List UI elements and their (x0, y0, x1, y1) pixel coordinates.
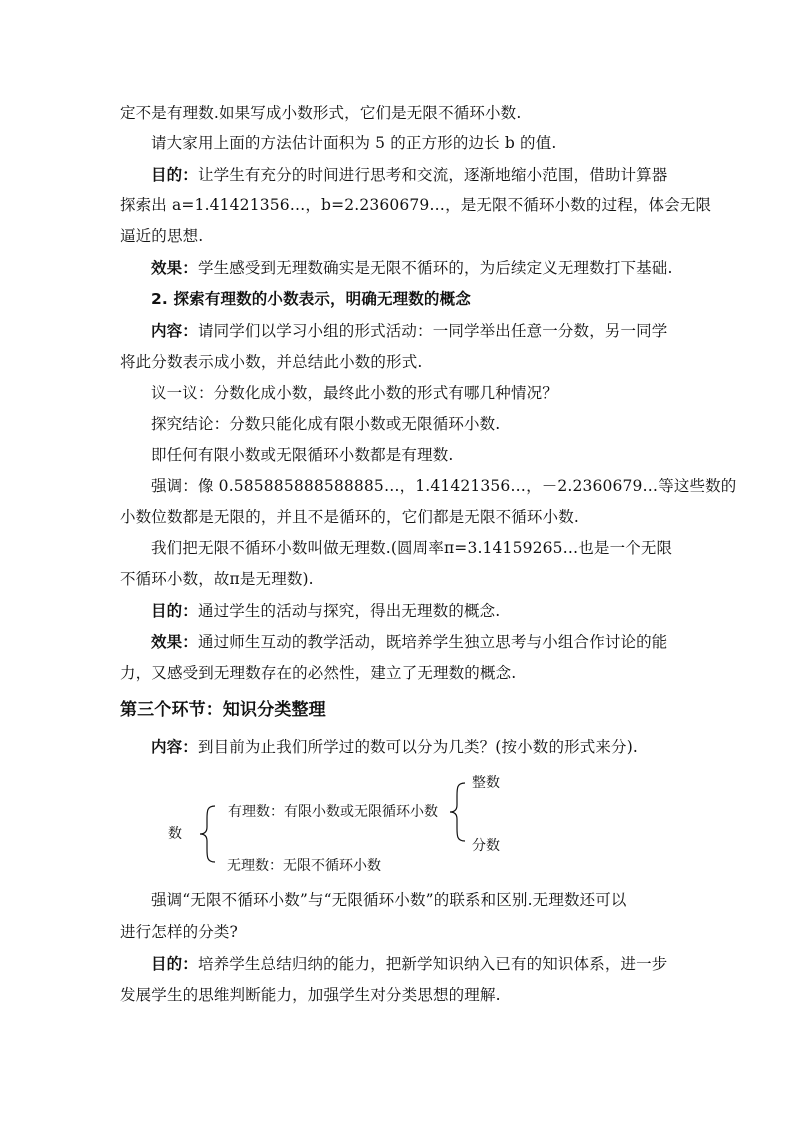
content-label: 内容： (151, 738, 198, 756)
paragraph-line: 我们把无限不循环小数叫做无理数.(圆周率π=3.14159265…也是一个无限 (151, 539, 673, 557)
effect-label: 效果： (151, 259, 198, 277)
effect-label: 效果： (151, 633, 198, 651)
right-brace-icon (448, 782, 468, 842)
paragraph-line: 将此分数表示成小数，并总结此小数的形式. (120, 353, 423, 371)
purpose-label: 目的： (151, 602, 198, 620)
content-label: 内容： (151, 322, 198, 340)
paragraph-line: 探究结论：分数只能化成有限小数或无限循环小数. (151, 415, 501, 433)
paragraph-line: 强调：像 0.585885888588885…，1.41421356…，－2.2360679…等这些数的 (151, 477, 737, 495)
paragraph-line: 探索出 a=1.41421356…，b=2.2360679…，是无限不循环小数的过程，体会无限 (120, 196, 712, 214)
paragraph-line: 议一议：分数化成小数，最终此小数的形式有哪几种情况？ (151, 384, 558, 402)
paragraph-line: 不循环小数，故π是无理数). (120, 570, 314, 588)
diagram-integer-label: 整数 (472, 775, 500, 791)
diagram-fraction-label: 分数 (472, 838, 500, 854)
purpose-label: 目的： (151, 955, 198, 973)
paragraph-line: 强调“无限不循环小数”与“无限循环小数”的联系和区别.无理数还可以 (151, 891, 627, 909)
paragraph-line: 内容：请同学们以学习小组的形式活动：一同学举出任意一分数，另一同学 (151, 322, 668, 340)
paragraph-line: 内容：到目前为止我们所学过的数可以分为几类？(按小数的形式来分). (151, 738, 638, 756)
paragraph-line: 发展学生的思维判断能力，加强学生对分类思想的理解. (120, 986, 501, 1004)
paragraph-line: 请大家用上面的方法估计面积为 5 的正方形的边长 b 的值. (151, 134, 557, 152)
paragraph-line: 进行怎样的分类? (120, 923, 239, 941)
paragraph-line: 力，又感受到无理数存在的必然性，建立了无理数的概念. (120, 664, 517, 682)
paragraph-line: 小数位数都是无限的，并且不是循环的，它们都是无限不循环小数. (120, 508, 579, 526)
paragraph-line: 目的：让学生有充分的时间进行思考和交流，逐渐地缩小范围，借助计算器 (151, 166, 668, 184)
paragraph-line: 逼近的思想. (120, 227, 204, 245)
paragraph-line: 即任何有限小数或无限循环小数都是有理数. (151, 446, 454, 464)
diagram-irrational-label: 无理数：无限不循环小数 (227, 858, 381, 874)
paragraph-line: 定不是有理数.如果写成小数形式，它们是无限不循环小数. (120, 104, 522, 122)
section-subheading: 2. 探索有理数的小数表示，明确无理数的概念 (151, 290, 471, 308)
diagram-root-label: 数 (168, 826, 182, 842)
paragraph-line: 目的：通过学生的活动与探究，得出无理数的概念. (151, 602, 501, 620)
section-heading: 第三个环节：知识分类整理 (120, 700, 326, 720)
paragraph-line: 效果：学生感受到无理数确实是无限不循环的，为后续定义无理数打下基础. (151, 259, 673, 277)
left-brace-icon (198, 805, 218, 863)
paragraph-line: 效果：通过师生互动的教学活动，既培养学生独立思考与小组合作讨论的能 (151, 633, 668, 651)
paragraph-line: 目的：培养学生总结归纳的能力，把新学知识纳入已有的知识体系，进一步 (151, 955, 668, 973)
purpose-label: 目的： (151, 166, 198, 184)
diagram-rational-label: 有理数：有限小数或无限循环小数 (228, 804, 438, 820)
